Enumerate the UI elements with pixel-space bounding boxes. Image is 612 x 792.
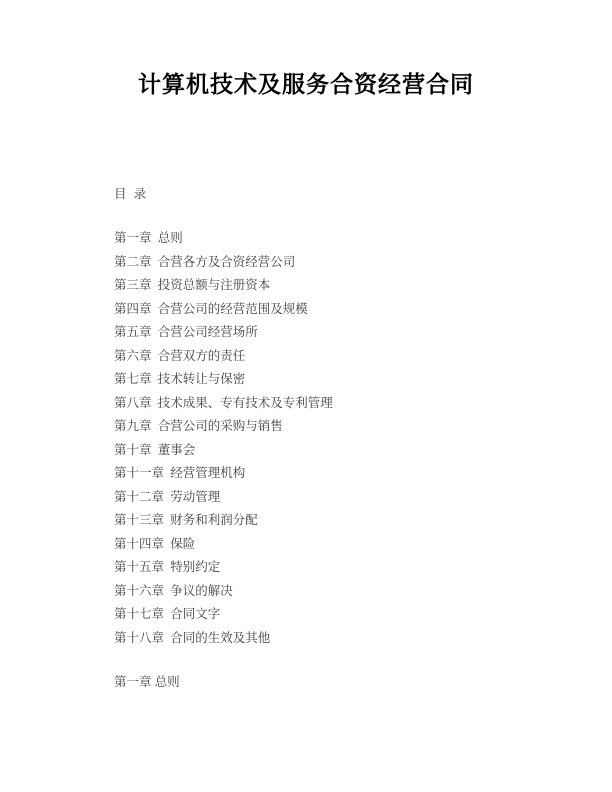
toc-item-chapter-3: 第三章 投资总额与注册资本	[114, 278, 271, 292]
toc-item-chapter-13: 第十三章 财务和利润分配	[114, 513, 258, 527]
toc-item-chapter-15: 第十五章 特别约定	[114, 560, 221, 574]
toc-item-chapter-8: 第八章 技术成果、专有技术及专利管理	[114, 395, 333, 410]
toc-item-chapter-18: 第十八章 合同的生效及其他	[114, 630, 271, 645]
toc-item-chapter-11: 第十一章 经营管理机构	[114, 466, 246, 480]
toc-item-chapter-10: 第十章 董事会	[114, 442, 196, 457]
toc-item-chapter-17: 第十七章 合同文字	[114, 607, 221, 621]
toc-item-chapter-7: 第七章 技术转让与保密	[114, 372, 246, 386]
document-title: 计算机技术及服务合资经营合同	[138, 71, 474, 97]
toc-item-chapter-2: 第二章 合营各方及合资经营公司	[114, 254, 296, 269]
toc-item-chapter-5: 第五章 合营公司经营场所	[114, 325, 258, 339]
toc-item-chapter-12: 第十二章 劳动管理	[114, 489, 221, 504]
chapter-1-heading: 第一章 总则	[114, 675, 180, 689]
toc-item-chapter-9: 第九章 合营公司的采购与销售	[114, 419, 283, 433]
toc-item-chapter-1: 第一章 总则	[114, 231, 183, 245]
toc-item-chapter-6: 第六章 合营双方的责任	[114, 348, 246, 363]
toc-item-chapter-14: 第十四章 保险	[114, 536, 196, 551]
toc-heading: 目 录	[114, 187, 149, 201]
toc-item-chapter-4: 第四章 合营公司的经营范围及规模	[114, 301, 308, 316]
toc-item-chapter-16: 第十六章 争议的解决	[114, 583, 233, 598]
toc-list	[114, 227, 612, 650]
